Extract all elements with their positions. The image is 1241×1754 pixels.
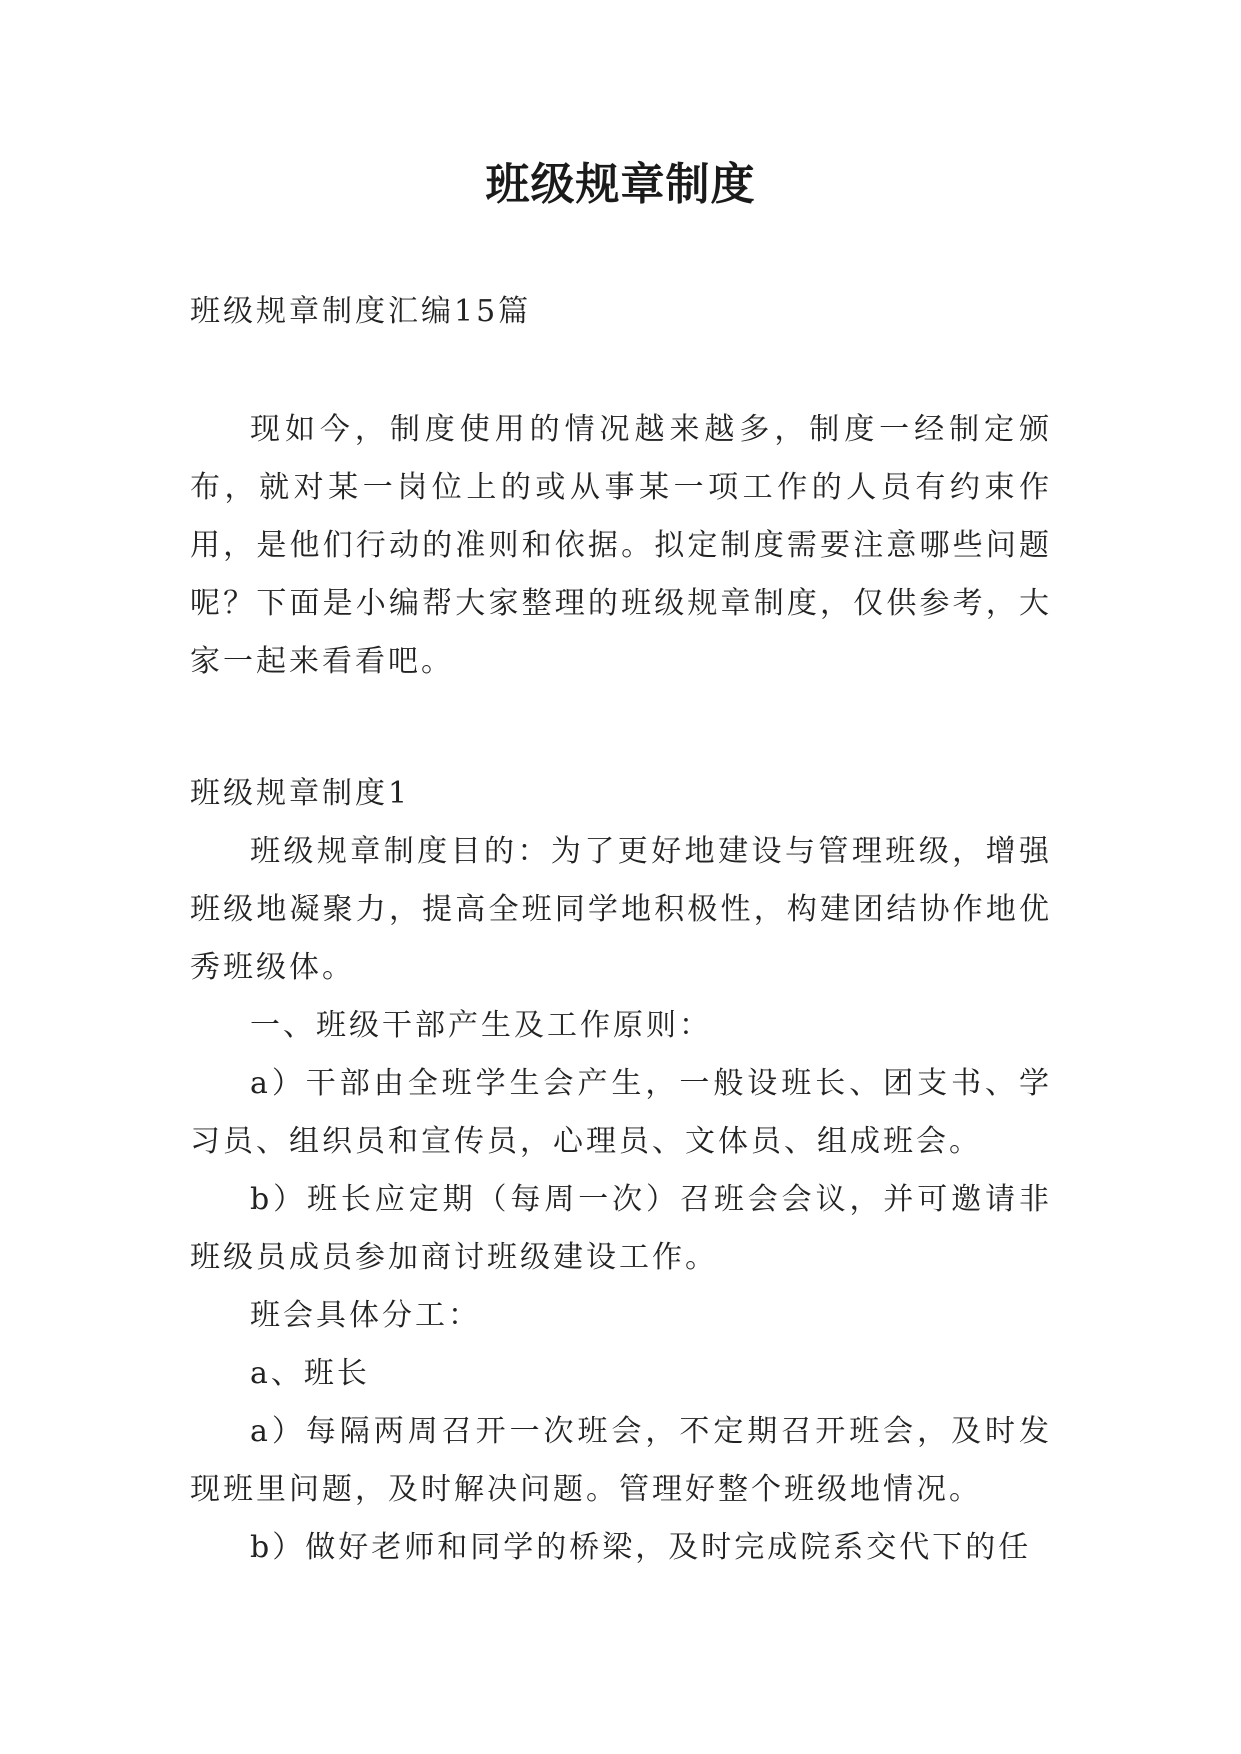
section-1: [190, 765, 1052, 1577]
paragraph-cadre-a: a）干部由全班学生会产生，一般设班长、团支书、学习员、组织员和宣传员，心理员、文体员、组成班会。: [190, 1066, 1052, 1159]
section-heading: 班级规章制度1: [190, 776, 411, 811]
paragraph-division: 班会具体分工：: [250, 1298, 481, 1333]
paragraph-monitor-a: a）每隔两周召开一次班会，不定期召开班会，及时发现班里问题，及时解决问题。管理好整个班级地情况。: [190, 1414, 1052, 1507]
intro-paragraph: 现如今，制度使用的情况越来越多，制度一经制定颁布，就对某一岗位上的或从事某一项工作的人员有约束作用，是他们行动的准则和依据。拟定制度需要注意哪些问题呢？下面是小编帮大家整理的班级规章制度，仅供参考，大家一起来看看吧。: [190, 412, 1052, 679]
intro-block: [190, 401, 1052, 691]
paragraph-monitor-b: b）做好老师和同学的桥梁，及时完成院系交代下的任: [250, 1530, 1032, 1565]
paragraph-cadre-principles: 一、班级干部产生及工作原则：: [250, 1008, 712, 1043]
paragraph-monitor-heading: a、班长: [250, 1356, 370, 1391]
paragraph-cadre-b: b）班长应定期（每周一次）召班会会议，并可邀请非班级员成员参加商讨班级建设工作。: [190, 1182, 1052, 1275]
document-subtitle: 班级规章制度汇编15篇: [190, 294, 532, 329]
document-title: 班级规章制度: [485, 159, 756, 210]
paragraph-purpose: 班级规章制度目的：为了更好地建设与管理班级，增强班级地凝聚力，提高全班同学地积极性，构建团结协作地优秀班级体。: [190, 834, 1052, 985]
